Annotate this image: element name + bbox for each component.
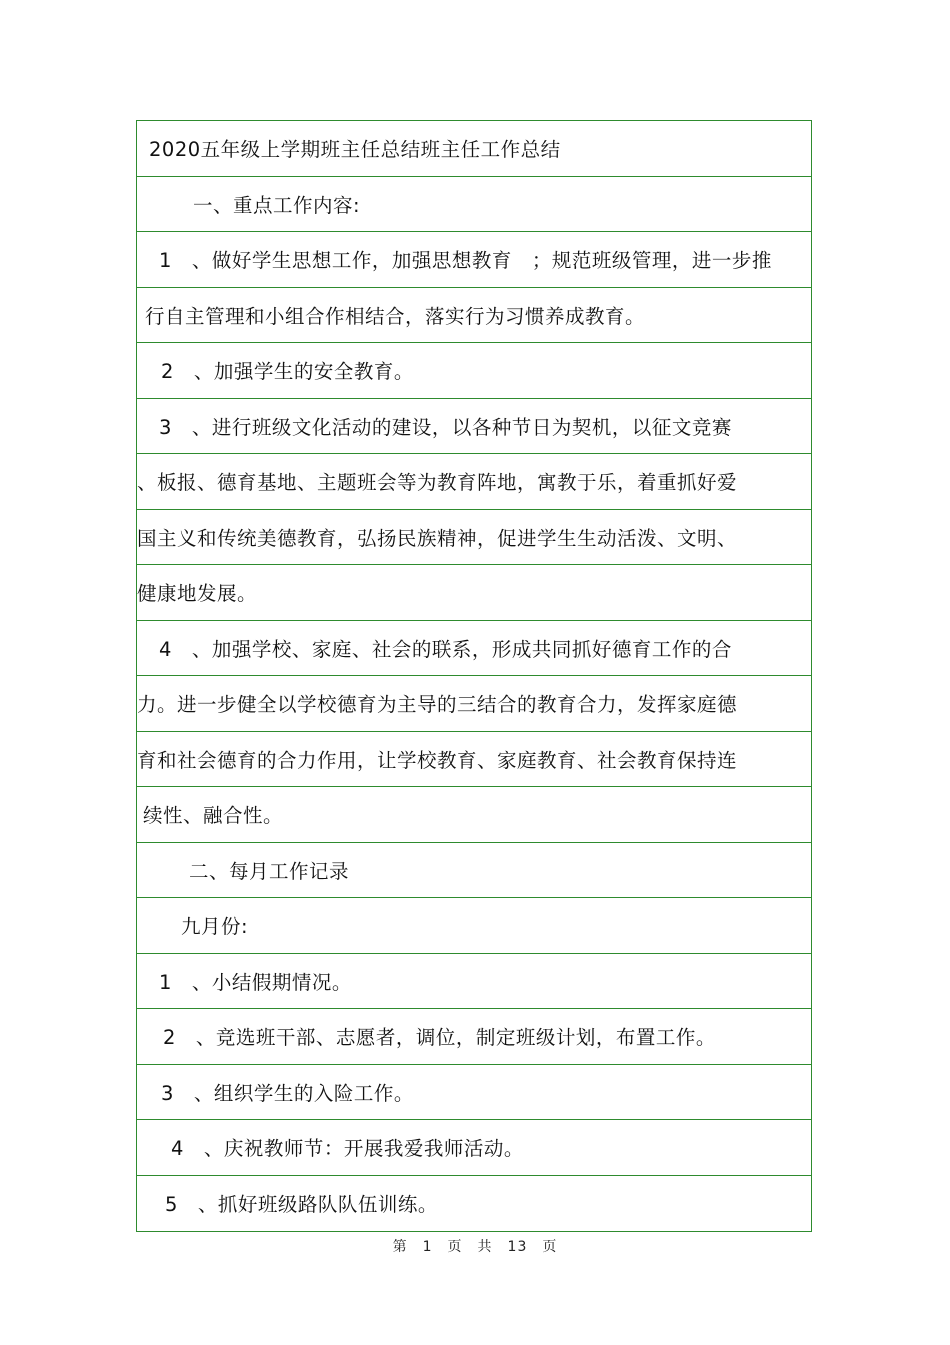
table-row xyxy=(137,898,811,954)
text-line: 1 、小结假期情况。 xyxy=(159,970,352,994)
text-line: 育和社会德育的合力作用，让学校教育、家庭教育、社会教育保持连 xyxy=(137,748,738,772)
table-row xyxy=(137,1120,811,1176)
table-row xyxy=(137,954,811,1010)
content-table xyxy=(136,120,812,1232)
table-row xyxy=(137,787,811,843)
text-line: 3 、组织学生的入险工作。 xyxy=(161,1081,414,1105)
month-heading: 九月份: xyxy=(181,915,249,939)
table-row xyxy=(137,288,811,344)
text-line: 1 、做好学生思想工作，加强思想教育 ；规范班级管理，进一步推 xyxy=(159,249,772,273)
table-row xyxy=(137,565,811,621)
text-line: 3 、进行班级文化活动的建设，以各种节日为契机，以征文竞赛 xyxy=(159,415,732,439)
text-line: 健康地发展。 xyxy=(137,582,258,606)
table-row xyxy=(137,343,811,399)
section-heading: 二、每月工作记录 xyxy=(189,859,350,883)
table-row xyxy=(137,177,811,233)
text-line: 2 、竞选班干部、志愿者，调位，制定班级计划，布置工作。 xyxy=(163,1026,716,1050)
text-line: 2 、加强学生的安全教育。 xyxy=(161,360,414,384)
table-row xyxy=(137,510,811,566)
text-line: 4 、加强学校、家庭、社会的联系，形成共同抓好德育工作的合 xyxy=(159,637,732,661)
text-line: 行自主管理和小组合作相结合，落实行为习惯养成教育。 xyxy=(145,304,646,328)
text-line: 5 、抓好班级路队队伍训练。 xyxy=(165,1193,438,1217)
table-row xyxy=(137,121,811,177)
text-line: 续性、融合性。 xyxy=(143,804,284,828)
table-row xyxy=(137,399,811,455)
text-line: 4 、庆祝教师节：开展我爱我师活动。 xyxy=(171,1137,524,1161)
page-footer: 第 1 页 共 13 页 xyxy=(392,1239,558,1255)
table-row xyxy=(137,1065,811,1121)
table-row xyxy=(137,732,811,788)
table-row xyxy=(137,232,811,288)
table-row xyxy=(137,1176,811,1232)
document-title: 2020五年级上学期班主任总结班主任工作总结 xyxy=(149,138,561,162)
table-row xyxy=(137,1009,811,1065)
table-row xyxy=(137,621,811,677)
table-row xyxy=(137,843,811,899)
text-line: 、板报、德育基地、主题班会等为教育阵地，寓教于乐，着重抓好爱 xyxy=(137,471,738,495)
section-heading: 一、重点工作内容: xyxy=(193,193,361,217)
table-row xyxy=(137,676,811,732)
table-row xyxy=(137,454,811,510)
text-line: 力。进一步健全以学校德育为主导的三结合的教育合力，发挥家庭德 xyxy=(137,693,738,717)
text-line: 国主义和传统美德教育，弘扬民族精神，促进学生生动活泼、文明、 xyxy=(137,526,738,550)
